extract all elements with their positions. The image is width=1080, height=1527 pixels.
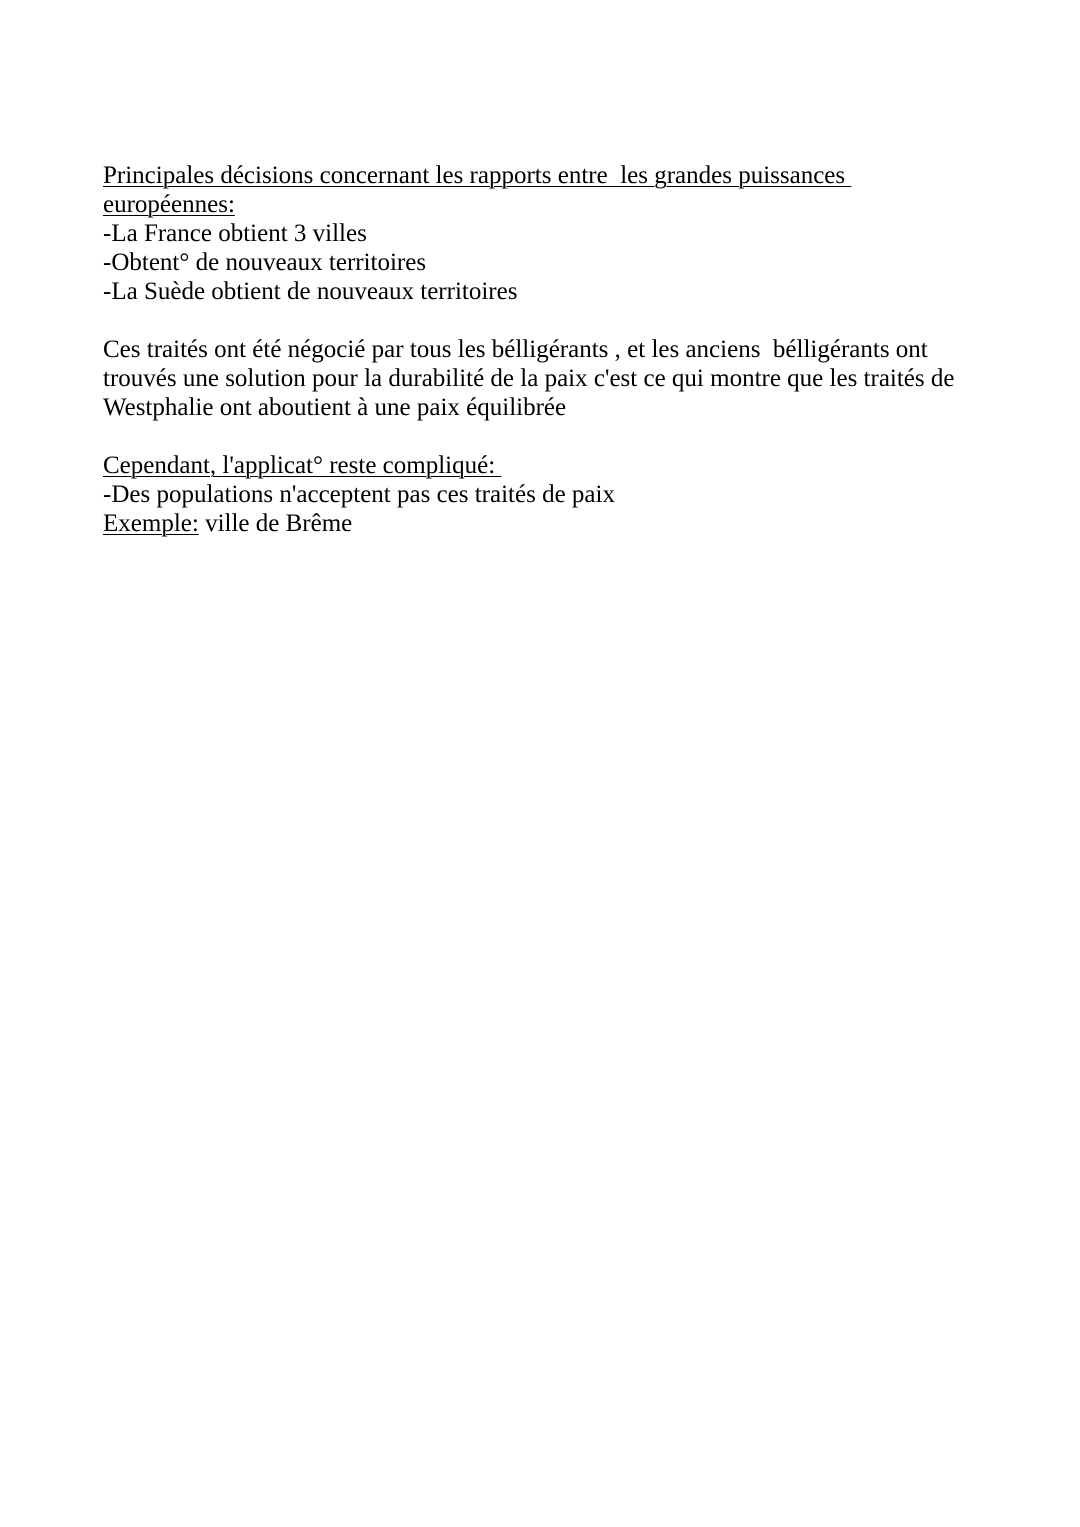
paragraph-conclusion <box>103 335 1003 422</box>
section-decisions <box>103 161 1003 306</box>
list-item: -Obtent° de nouveaux territoires <box>103 249 427 276</box>
paragraph-line: Westphalie ont aboutient à une paix équilibrée <box>103 394 567 421</box>
paragraph-line: trouvés une solution pour la durabilité de la paix c'est ce qui montre que les traités de <box>103 365 955 392</box>
document-body <box>103 161 1003 538</box>
section-heading: Cependant, l'applicat° reste compliqué: <box>103 452 502 479</box>
list-item: -Des populations n'acceptent pas ces traités de paix <box>103 481 615 508</box>
paragraph-line: Ces traités ont été négocié par tous les bélligérants , et les anciens bélligérants ont <box>103 336 928 363</box>
list-item: -La Suède obtient de nouveaux territoires <box>103 278 518 305</box>
section-application <box>103 451 1003 538</box>
example-line <box>103 509 1003 538</box>
example-label: Exemple: <box>103 510 199 537</box>
section-heading: Principales décisions concernant les rapports entre les grandes puissances <box>103 162 852 189</box>
list-item: -La France obtient 3 villes <box>103 220 367 247</box>
example-text: ville de Brême <box>198 510 353 537</box>
section-heading-continued: européennes: <box>103 191 235 218</box>
